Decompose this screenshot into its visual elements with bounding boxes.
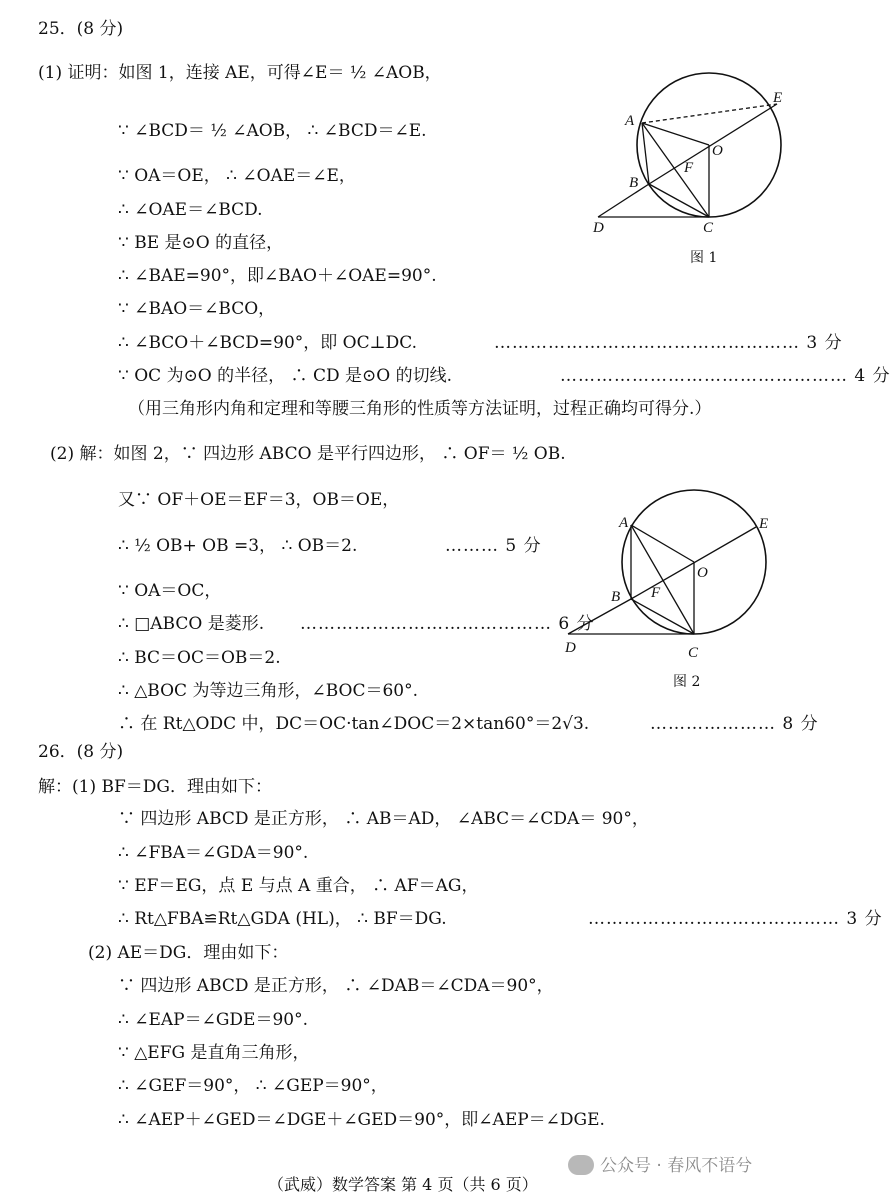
solution-line: ∴ ∠GEF＝90°， ∴ ∠GEP＝90°， (118, 1076, 388, 1096)
solution-line: （用三角形内角和定理和等腰三角形的性质等方法证明，过程正确均可得分.） (128, 399, 712, 419)
solution-line: ∴ △BOC 为等边三角形，∠BOC＝60°. (118, 681, 418, 701)
solution-line: ∵ ∠BAO＝∠BCO， (118, 299, 276, 319)
solution-line: ∴ ½ OB+ OB =3， ∴ OB＝2. (118, 536, 358, 556)
score-line: …………………………………… 3 分 (588, 909, 883, 929)
fig1-label-c: C (703, 220, 714, 236)
solution-line: 25．(8 分) (38, 19, 124, 39)
solution-line: ∴ BC＝OC＝OB＝2. (118, 648, 281, 668)
fig1-label-o: O (712, 143, 723, 159)
solution-line: ∴ Rt△FBA≌Rt△GDA (HL)， ∴ BF＝DG. (118, 909, 447, 929)
fig2-label-f: F (651, 585, 661, 601)
page-footer: （武威）数学答案 第 4 页（共 6 页） (268, 1175, 538, 1194)
score-line: ………………………………………… 4 分 (560, 366, 891, 386)
watermark-text: 公众号 · 春风不语兮 (600, 1156, 753, 1176)
solution-line: ∵ 四边形 ABCD 是正方形， ∴ ∠DAB＝∠CDA＝90°， (118, 976, 554, 996)
score-line: ………………… 8 分 (650, 714, 819, 734)
solution-line: ∴ ∠AEP＋∠GED＝∠DGE＋∠GED＝90°，即∠AEP＝∠DGE. (118, 1110, 605, 1130)
solution-line: (2) AE＝DG．理由如下： (88, 943, 289, 963)
solution-line: 又∵ OF＋OE＝EF＝3，OB＝OE， (118, 490, 400, 510)
solution-line: 26．(8 分) (38, 742, 124, 762)
fig2-label-a: A (619, 515, 629, 531)
solution-line: (2) 解：如图 2，∵ 四边形 ABCO 是平行四边形， ∴ OF＝ ½ OB. (50, 444, 566, 464)
fig1-label-f: F (684, 160, 694, 176)
solution-line: ∴ ∠BAE=90°，即∠BAO＋∠OAE=90°. (118, 266, 437, 286)
solution-line: ∵ OC 为⊙O 的半径， ∴ CD 是⊙O 的切线. (118, 366, 452, 386)
fig2-label-c: C (688, 645, 699, 661)
solution-line: ∴ ∠BCO＋∠BCD=90°，即 OC⊥DC. (118, 333, 418, 353)
solution-line: ∵ △EFG 是直角三角形， (118, 1043, 310, 1063)
solution-line: ∴ ∠OAE＝∠BCD. (118, 200, 263, 220)
score-line: …………………………………… 6 分 (300, 614, 595, 634)
solution-line: 解：(1) BF＝DG．理由如下： (38, 777, 272, 797)
fig2-label-e: E (759, 516, 769, 532)
solution-line: ∵ EF＝EG，点 E 与点 A 重合， ∴ AF＝AG， (118, 876, 479, 896)
solution-line: ∵ OA＝OC， (118, 581, 222, 601)
watermark (568, 1151, 752, 1176)
score-line: …………………………………………… 3 分 (494, 333, 843, 353)
solution-line: ∴ □ABCO 是菱形. (118, 614, 265, 634)
solution-line: ∵ ∠BCD＝ ½ ∠AOB， ∴ ∠BCD＝∠E. (118, 121, 427, 141)
solution-line: ∵ BE 是⊙O 的直径， (118, 233, 284, 253)
solution-line: ∴ ∠EAP＝∠GDE＝90°. (118, 1010, 308, 1030)
fig1-label-e: E (773, 90, 783, 106)
figure-2-caption: 图 2 (673, 674, 701, 690)
score-line: ……… 5 分 (445, 536, 542, 556)
solution-line: ∵ OA＝OE， ∴ ∠OAE＝∠E， (118, 166, 356, 186)
fig1-label-d: D (593, 220, 604, 236)
solution-line: ∴ 在 Rt△ODC 中，DC＝OC·tan∠DOC＝2×tan60°＝2√3. (118, 714, 590, 734)
fig2-label-b: B (611, 589, 621, 605)
solution-line: ∴ ∠FBA＝∠GDA＝90°. (118, 843, 309, 863)
wechat-icon (568, 1155, 594, 1175)
fig1-label-a: A (625, 113, 635, 129)
solution-line: ∵ 四边形 ABCD 是正方形， ∴ AB＝AD， ∠ABC＝∠CDA＝ 90°， (118, 809, 649, 829)
fig2-label-d: D (565, 640, 576, 656)
figure-1-caption: 图 1 (690, 250, 718, 266)
fig2-label-o: O (697, 565, 708, 581)
fig1-label-b: B (629, 175, 639, 191)
solution-line: (1) 证明：如图 1，连接 AE，可得∠E＝ ½ ∠AOB， (38, 63, 442, 83)
